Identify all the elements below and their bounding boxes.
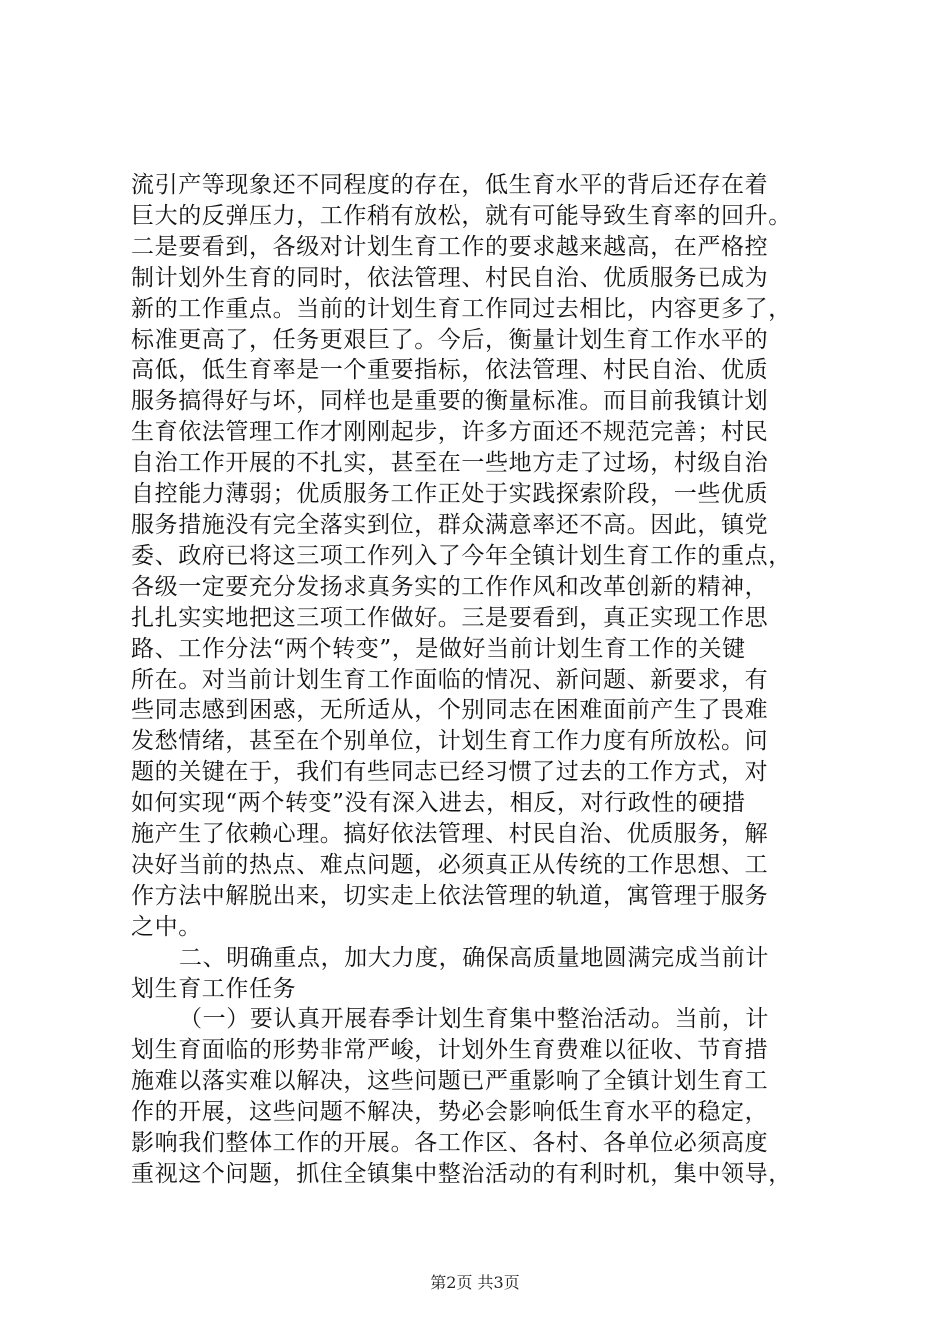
- text-line: 服务搞得好与坏，同样也是重要的衡量标准。而目前我镇计划: [131, 388, 769, 415]
- text-line: 各级一定要充分发扬求真务实的工作作风和改革创新的精神，: [131, 573, 769, 600]
- text-line: 施产生了依赖心理。搞好依法管理、村民自治、优质服务，解: [131, 821, 769, 848]
- text-line: 施难以落实难以解决，这些问题已严重影响了全镇计划生育工: [131, 1068, 769, 1095]
- text-line: 重视这个问题，抓住全镇集中整治活动的有利时机，集中领导，: [131, 1161, 792, 1187]
- body-text: [131, 170, 831, 1190]
- text-line: （一）要认真开展春季计划生育集中整治活动。当前，计: [179, 1006, 769, 1033]
- page-footer: 第2页 共3页: [430, 1273, 520, 1292]
- text-line: 二、明确重点，加大力度，确保高质量地圆满完成当前计: [179, 944, 769, 971]
- text-line: 决好当前的热点、难点问题，必须真正从传统的工作思想、工: [131, 851, 769, 878]
- text-line: 划生育面临的形势非常严峻，计划外生育费难以征收、节育措: [131, 1037, 769, 1064]
- text-line: 些同志感到困惑，无所适从，个别同志在困难面前产生了畏难: [131, 697, 769, 724]
- text-line: 题的关键在于，我们有些同志已经习惯了过去的工作方式，对: [131, 759, 769, 786]
- text-line: 作的开展，这些问题不解决，势必会影响低生育水平的稳定，: [131, 1099, 769, 1126]
- text-line: 自控能力薄弱；优质服务工作正处于实践探索阶段，一些优质: [131, 481, 769, 508]
- text-line: 之中。: [131, 913, 202, 940]
- text-line: 影响我们整体工作的开展。各工作区、各村、各单位必须高度: [131, 1130, 769, 1157]
- text-line: 标准更高了，任务更艰巨了。今后，衡量计划生育工作水平的: [131, 326, 769, 353]
- text-line: 作方法中解脱出来，切实走上依法管理的轨道，寓管理于服务: [131, 882, 769, 909]
- text-line: 委、政府已将这三项工作列入了今年全镇计划生育工作的重点，: [131, 542, 792, 569]
- text-line: 扎扎实实地把这三项工作做好。三是要看到，真正实现工作思: [131, 604, 769, 631]
- text-line: 二是要看到，各级对计划生育工作的要求越来越高，在严格控: [131, 233, 769, 260]
- text-line: 划生育工作任务: [131, 975, 297, 1002]
- text-line: 所在。对当前计划生育工作面临的情况、新问题、新要求，有: [131, 666, 769, 693]
- text-line: 如何实现“两个转变”没有深入进去，相反，对行政性的硬措: [131, 790, 746, 817]
- text-line: 自治工作开展的不扎实，甚至在一些地方走了过场，村级自治: [131, 450, 769, 477]
- text-line: 高低，低生育率是一个重要指标，依法管理、村民自治、优质: [131, 357, 769, 384]
- text-line: 巨大的反弹压力，工作稍有放松，就有可能导致生育率的回升。: [131, 202, 792, 229]
- text-line: 生育依法管理工作才刚刚起步，许多方面还不规范完善；村民: [131, 419, 769, 446]
- text-line: 流引产等现象还不同程度的存在，低生育水平的背后还存在着: [131, 172, 769, 198]
- text-line: 新的工作重点。当前的计划生育工作同过去相比，内容更多了，: [131, 295, 792, 322]
- text-line: 路、工作分法“两个转变”，是做好当前计划生育工作的关键: [131, 635, 746, 662]
- text-line: 制计划外生育的同时，依法管理、村民自治、优质服务已成为: [131, 264, 769, 291]
- text-line: 发愁情绪，甚至在个别单位，计划生育工作力度有所放松。问: [131, 728, 769, 755]
- text-line: 服务措施没有完全落实到位，群众满意率还不高。因此，镇党: [131, 511, 769, 538]
